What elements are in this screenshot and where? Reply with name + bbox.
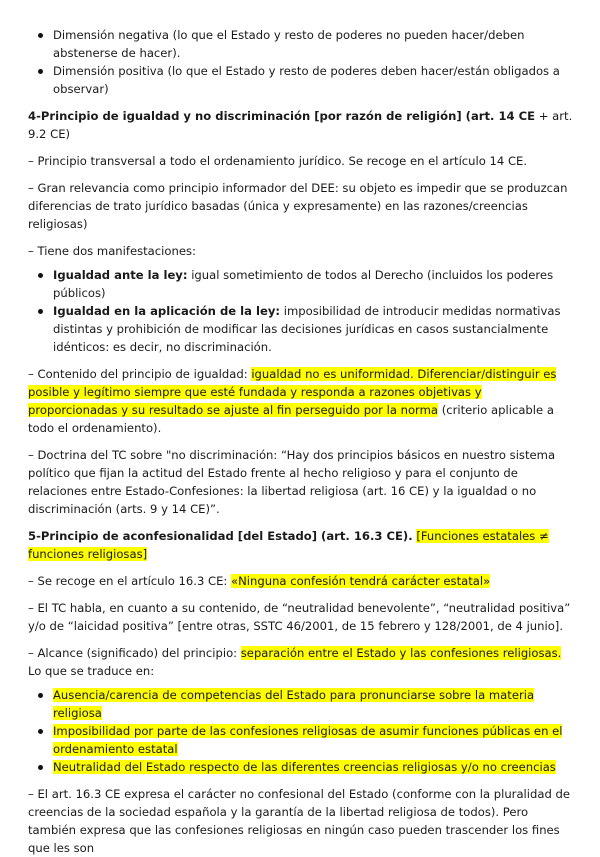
section-4-heading: 4-Principio de igualdad y no discriminación [por razón de religión] (art. 14 CE + art. 9.2 CE) [28, 109, 573, 141]
highlight: igualdad no es uniformidad. Diferenciar/distinguir es posible y legítimo siempre que esté fundada y responda a razones objetivas y proporcionadas y su resultado se ajuste al fin perseguido por la norma [28, 367, 557, 417]
highlight: [Funciones estatales ≠ funciones religiosas] [28, 529, 549, 561]
list-item [53, 722, 574, 758]
list-item [53, 686, 574, 722]
list-item: Dimensión positiva (lo que el Estado y resto de poderes deben hacer/están obligados a observar) [53, 62, 574, 98]
paragraph: – Contenido del principio de igualdad: igualdad no es uniformidad. Diferenciar/distinguir es posible y legítimo siempre que esté fundada y responda a razones objetivas y proporcionadas y su resultado se ajuste al fin perseguido por la norma (criterio aplicable a todo el ordenamiento). [28, 367, 557, 435]
paragraph: – Principio transversal a todo el ordenamiento jurídico. Se recoge en el artículo 14 CE. [28, 154, 528, 168]
paragraph: – Gran relevancia como principio informador del DEE: su objeto es impedir que se produzcan diferencias de trato jurídico basadas (única y expresamente) en las razones/creencias religiosas) [28, 181, 568, 231]
list-item [53, 758, 574, 776]
dimension-list [28, 26, 574, 98]
paragraph: – Se recoge en el artículo 16.3 CE: «Ninguna confesión tendrá carácter estatal» [28, 574, 491, 588]
highlight: Neutralidad del Estado respecto de las diferentes creencias religiosas y/o no creencias [53, 760, 556, 774]
paragraph: – Alcance (significado) del principio: separación entre el Estado y las confesiones religiosas. Lo que se traduce en: [28, 646, 562, 678]
section-5-heading: 5-Principio de aconfesionalidad [del Estado] (art. 16.3 CE). [Funciones estatales ≠ funciones religiosas] [28, 529, 549, 561]
highlight: separación entre el Estado y las confesiones religiosas. [240, 646, 562, 660]
scope-list [28, 686, 574, 776]
list-item: Igualdad ante la ley: igual sometimiento de todos al Derecho (incluidos los poderes públicos) [53, 266, 574, 302]
manifestations-list [28, 266, 574, 356]
paragraph: – El TC habla, en cuanto a su contenido, de “neutralidad benevolente”, “neutralidad positiva” y/o de “laicidad positiva” [entre otras, SSTC 46/2001, de 15 febrero y 128/2001, de 4 junio]. [28, 601, 571, 633]
list-item: Dimensión negativa (lo que el Estado y resto de poderes no pueden hacer/deben abstenerse de hacer). [53, 26, 574, 62]
paragraph: – El art. 16.3 CE expresa el carácter no confesional del Estado (conforme con la pluralidad de creencias de la sociedad española y la garantía de la libertad religiosa de todos). Pero también expresa que las confesiones religiosas en ningún caso pueden trascender los fines que les son [28, 787, 570, 855]
paragraph: – Doctrina del TC sobre "no discriminación: “Hay dos principios básicos en nuestro sistema político que fijan la actitud del Estado frente al hecho religioso y para el conjunto de relaciones entre Estado-Confesiones: la libertad religiosa (art. 16 CE) y la igualdad o no discriminación (arts. 9 y 14 CE)”. [28, 448, 556, 516]
list-item: Igualdad en la aplicación de la ley: imposibilidad de introducir medidas normativas distintas y prohibición de modificar las decisiones jurídicas en casos sustancialmente idénticos: es decir, no discriminación. [53, 302, 574, 356]
highlight: «Ninguna confesión tendrá carácter estatal» [231, 574, 491, 588]
highlight: Imposibilidad por parte de las confesiones religiosas de asumir funciones públicas en el ordenamiento estatal [53, 724, 563, 756]
highlight: Ausencia/carencia de competencias del Estado para pronunciarse sobre la materia religiosa [53, 688, 535, 720]
paragraph: – Tiene dos manifestaciones: [28, 244, 196, 258]
